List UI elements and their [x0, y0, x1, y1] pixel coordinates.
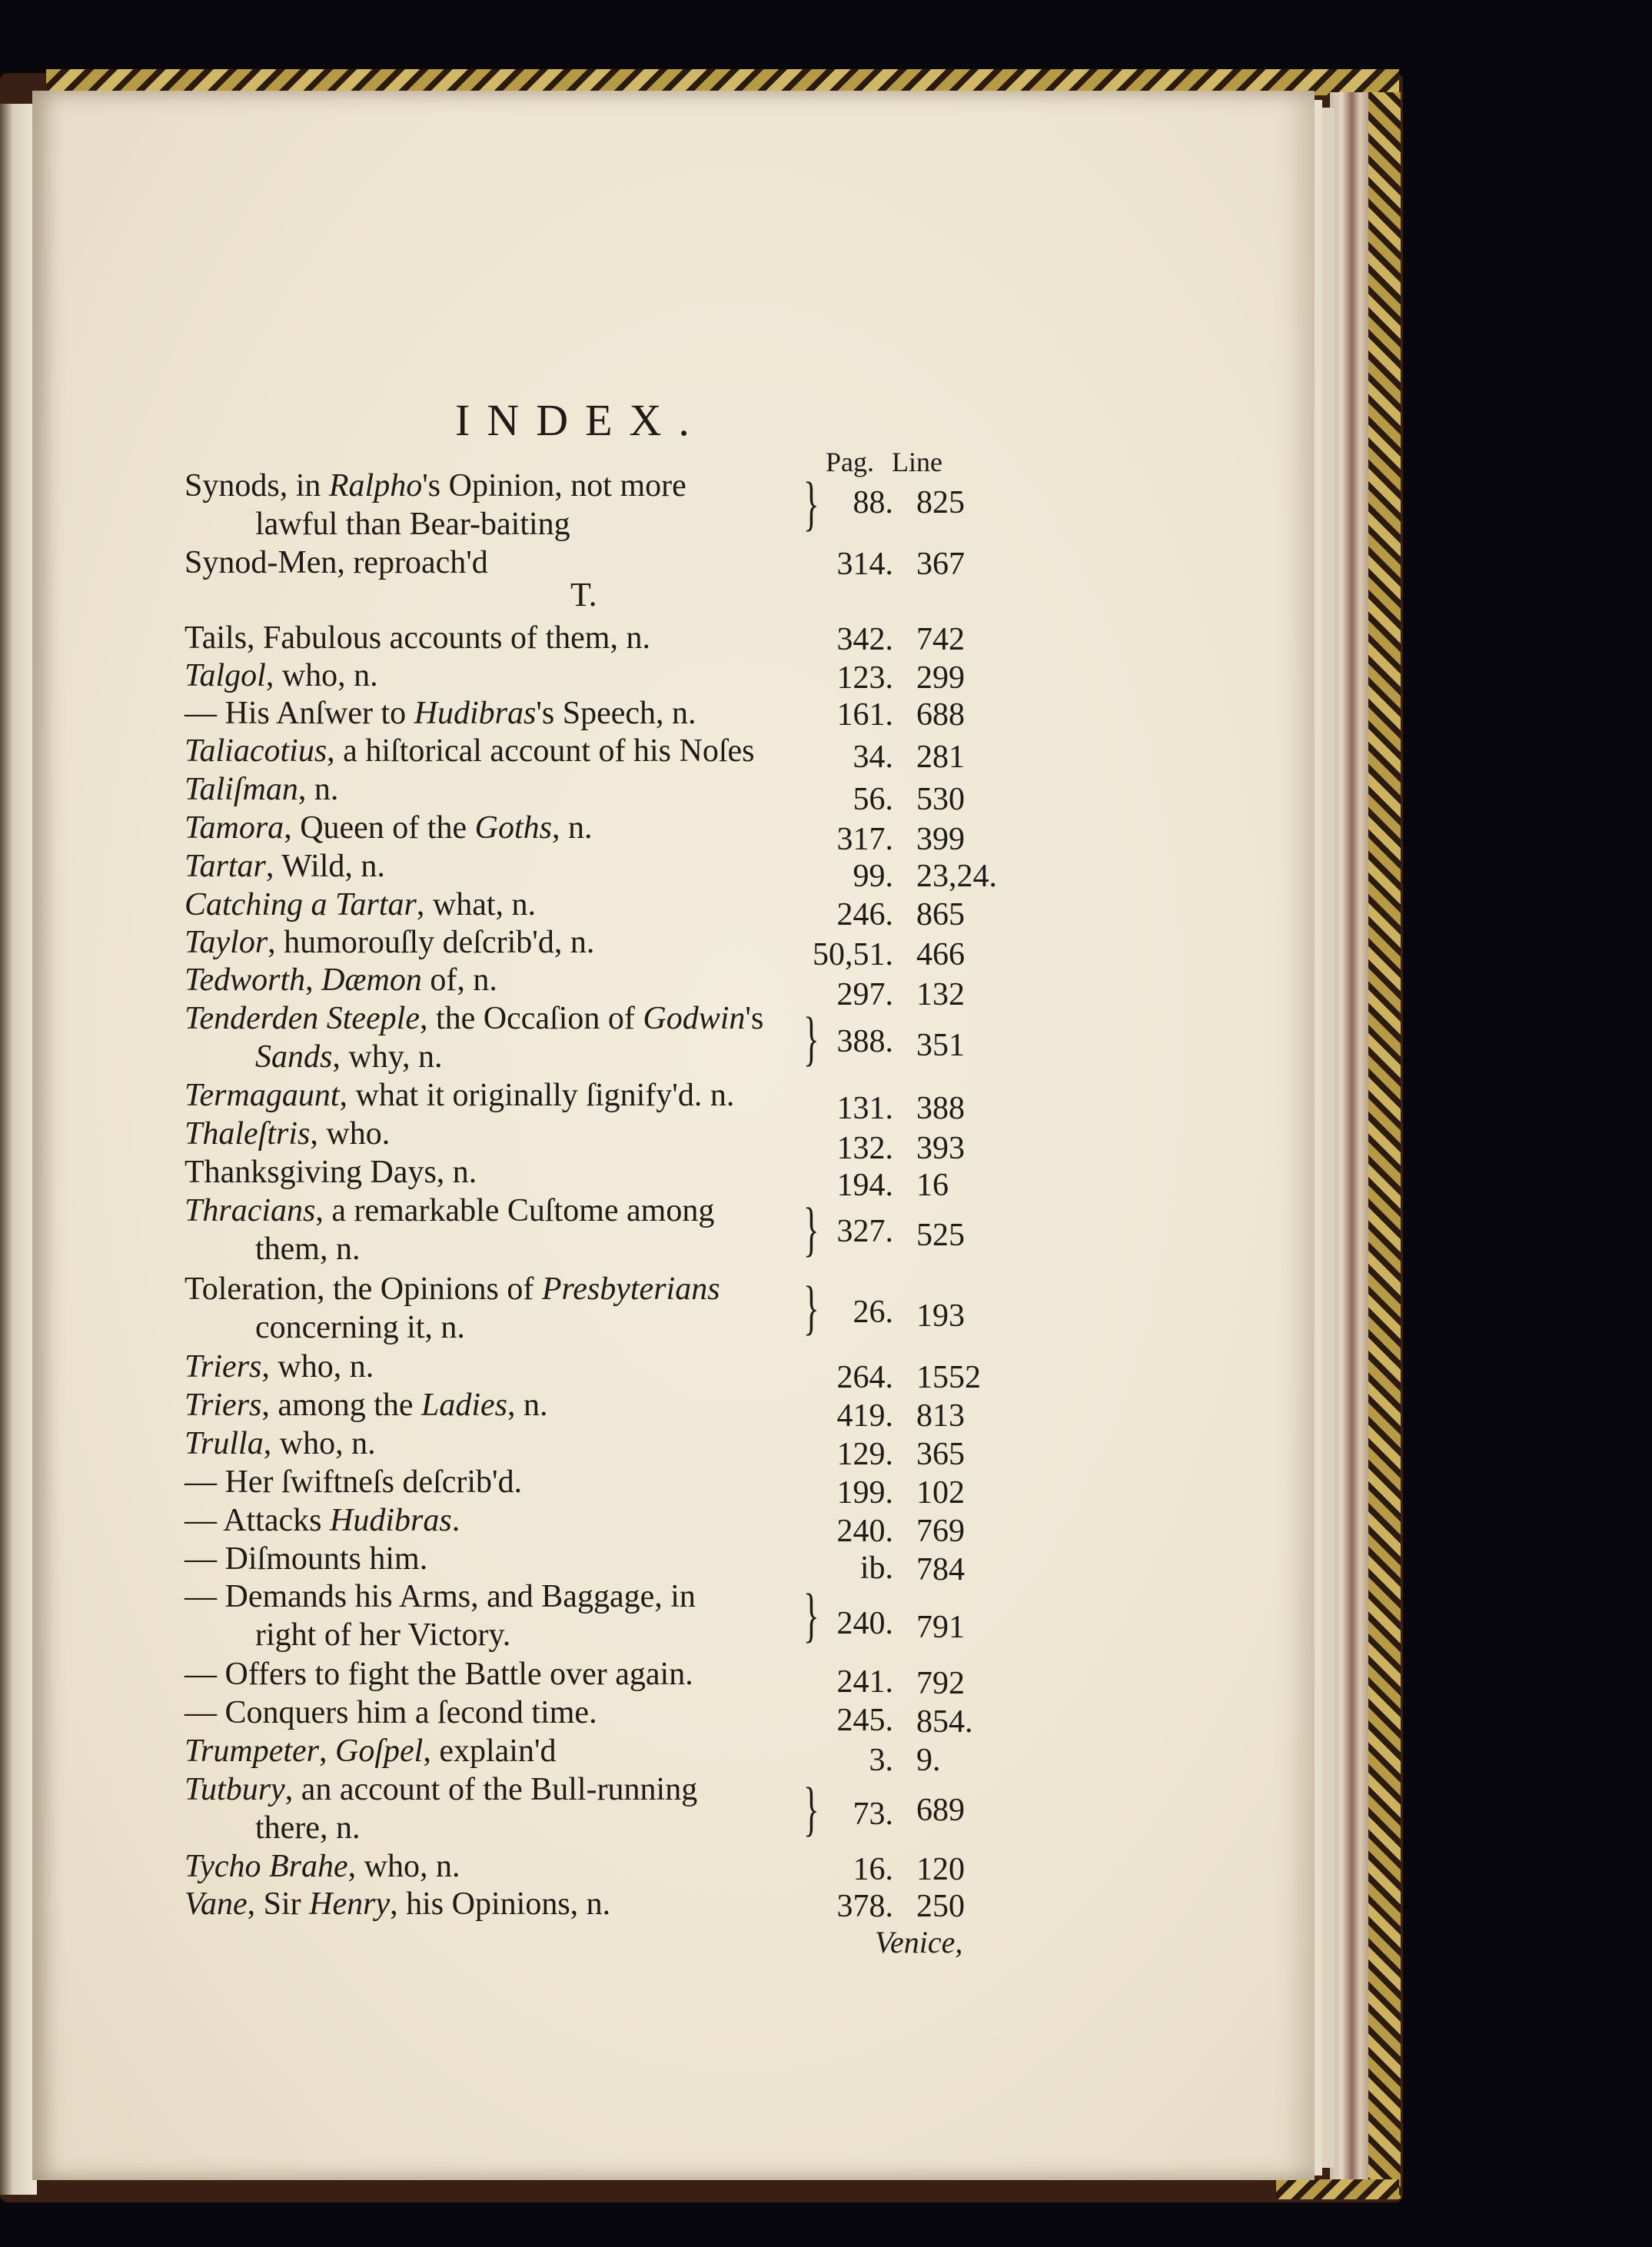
entry-text: Triers, among the Ladies, n. — [184, 1388, 548, 1423]
entry-text-cont: Sands, why, n. — [255, 1039, 443, 1075]
entry-text: Thracians, a remarkable Cuſtome among — [184, 1193, 715, 1228]
entry-text: Tedworth, Dæmon of, n. — [184, 962, 497, 998]
entry-page: 241. — [836, 1664, 893, 1700]
entry-line: 1552 — [916, 1360, 981, 1395]
entry-line: 250 — [916, 1889, 965, 1924]
entry-text: — Conquers him a ſecond time. — [184, 1695, 597, 1730]
entry-text: — Her ſwiftneſs deſcrib'd. — [184, 1464, 523, 1500]
entry-page: 161. — [836, 697, 893, 733]
entry-page: 245. — [836, 1703, 893, 1738]
entry-text-cont: them, n. — [255, 1232, 361, 1267]
gilt-edge-right — [1368, 92, 1401, 2199]
gilt-edge-bottom — [1276, 2179, 1399, 2199]
entry-text: Toleration, the Opinions of Presbyterians — [184, 1271, 720, 1307]
brace-glyph: } — [803, 1005, 819, 1072]
entry-text: — Demands his Arms, and Baggage, in — [184, 1579, 696, 1614]
entry-line: 393 — [916, 1131, 965, 1166]
brace-glyph: } — [803, 1195, 819, 1262]
entry-text: Taliſman, n. — [184, 772, 339, 807]
page-column-header: Pag. — [826, 447, 874, 477]
entry-text: Synod-Men, reproach'd — [184, 545, 488, 580]
entry-line: 365 — [916, 1437, 965, 1472]
entry-text: Trulla, who, n. — [184, 1426, 376, 1461]
entry-line: 23,24. — [916, 859, 997, 894]
entry-text-cont: right of her Victory. — [255, 1617, 511, 1653]
entry-line: 792 — [916, 1666, 965, 1701]
entry-text: — Attacks Hudibras. — [184, 1503, 460, 1538]
entry-page: 378. — [836, 1889, 893, 1924]
entry-text: Tails, Fabulous accounts of them, n. — [184, 620, 650, 656]
entry-line: 825 — [916, 485, 965, 520]
entry-line: 769 — [916, 1514, 965, 1549]
previous-page-edge — [0, 104, 37, 2195]
entry-line: 351 — [916, 1028, 965, 1063]
entry-line: 525 — [916, 1218, 965, 1253]
entry-text: — Diſmounts him. — [184, 1541, 428, 1577]
entry-page: 50,51. — [813, 937, 893, 972]
entry-page: 246. — [836, 897, 893, 932]
entry-text: — His Anſwer to Hudibras's Speech, n. — [184, 696, 696, 731]
entry-page: 199. — [836, 1475, 893, 1511]
entry-page: 131. — [836, 1091, 893, 1126]
line-column-header: Line — [892, 447, 942, 477]
entry-text: Tartar, Wild, n. — [184, 849, 385, 884]
entry-page: 129. — [836, 1437, 893, 1472]
entry-text: Vane, Sir Henry, his Opinions, n. — [184, 1886, 611, 1922]
entry-page: 16. — [853, 1852, 893, 1887]
entry-line: 102 — [916, 1475, 965, 1511]
entry-page: 132. — [836, 1131, 893, 1166]
entry-page: 26. — [853, 1295, 893, 1330]
entry-line: 854. — [916, 1704, 973, 1740]
entry-page: 264. — [836, 1360, 893, 1395]
entry-text: Tenderden Steeple, the Occaſion of Godwin's — [184, 1001, 764, 1036]
entry-page: 342. — [836, 622, 893, 657]
entry-text: Taylor, humorouſly deſcrib'd, n. — [184, 925, 595, 960]
entry-line: 466 — [916, 937, 965, 972]
entry-line: 742 — [916, 622, 965, 657]
entry-line: 813 — [916, 1398, 965, 1434]
entry-page: 99. — [853, 859, 893, 894]
entry-page: 3. — [869, 1743, 893, 1778]
entry-line: 530 — [916, 782, 965, 817]
entry-text: Taliacotius, a hiſtorical account of his Noſes — [184, 733, 755, 769]
entry-line: 132 — [916, 977, 965, 1012]
entry-page: 123. — [836, 660, 893, 696]
entry-page: 419. — [836, 1398, 893, 1434]
entry-line: 281 — [916, 740, 965, 775]
entry-text-cont: concerning it, n. — [255, 1310, 465, 1345]
catchword: Venice, — [875, 1925, 963, 1959]
entry-text: Tamora, Queen of the Goths, n. — [184, 810, 593, 846]
brace-glyph: } — [803, 1581, 819, 1648]
entry-line: 399 — [916, 822, 965, 857]
entry-text: Catching a Tartar, what, n. — [184, 887, 537, 922]
entry-text: — Offers to fight the Battle over again. — [184, 1657, 693, 1692]
entry-text: Synods, in Ralpho's Opinion, not more — [184, 468, 686, 504]
entry-page: 88. — [853, 485, 893, 520]
entry-page: 297. — [836, 977, 893, 1012]
entry-line: 689 — [916, 1793, 965, 1828]
index-page — [32, 91, 1315, 2180]
entry-text: Thaleſtris, who. — [184, 1116, 391, 1152]
entry-text-cont: there, n. — [255, 1810, 361, 1846]
entry-page: ib. — [859, 1551, 893, 1586]
entry-line: 865 — [916, 897, 965, 932]
entry-text: Trumpeter, Goſpel, explain'd — [184, 1733, 557, 1769]
entry-page: 240. — [836, 1606, 893, 1641]
entry-text: Triers, who, n. — [184, 1349, 374, 1384]
entry-page: 56. — [853, 782, 893, 817]
entry-page: 73. — [853, 1797, 893, 1832]
section-letter: T. — [570, 576, 597, 613]
entry-text: Tycho Brahe, who, n. — [184, 1849, 460, 1884]
brace-glyph: } — [803, 470, 819, 537]
entry-line: 193 — [916, 1298, 965, 1334]
page-title: INDEX. — [455, 395, 706, 445]
entry-page: 34. — [853, 740, 893, 775]
entry-page: 327. — [836, 1214, 893, 1249]
entry-line: 120 — [916, 1852, 965, 1887]
entry-text: Talgol, who, n. — [184, 658, 378, 693]
entry-page: 317. — [836, 822, 893, 857]
brace-glyph: } — [803, 1274, 819, 1341]
entry-line: 367 — [916, 547, 965, 582]
entry-text: Tutbury, an account of the Bull-running — [184, 1772, 698, 1807]
entry-line: 388 — [916, 1091, 965, 1126]
brace-glyph: } — [803, 1775, 819, 1842]
entry-line: 688 — [916, 697, 965, 733]
entry-line: 16 — [916, 1168, 949, 1203]
entry-text: Thanksgiving Days, n. — [184, 1155, 477, 1190]
entry-line: 791 — [916, 1610, 965, 1645]
entry-page: 314. — [836, 547, 893, 582]
entry-line: 9. — [916, 1743, 941, 1778]
marbled-edge — [1330, 92, 1370, 2183]
entry-text: Termagaunt, what it originally ſignify'd. n. — [184, 1078, 735, 1113]
entry-page: 388. — [836, 1024, 893, 1059]
entry-line: 784 — [916, 1552, 965, 1587]
entry-line: 299 — [916, 660, 965, 696]
entry-text-cont: lawful than Bear-baiting — [255, 507, 570, 542]
entry-page: 194. — [836, 1168, 893, 1203]
entry-page: 240. — [836, 1514, 893, 1549]
